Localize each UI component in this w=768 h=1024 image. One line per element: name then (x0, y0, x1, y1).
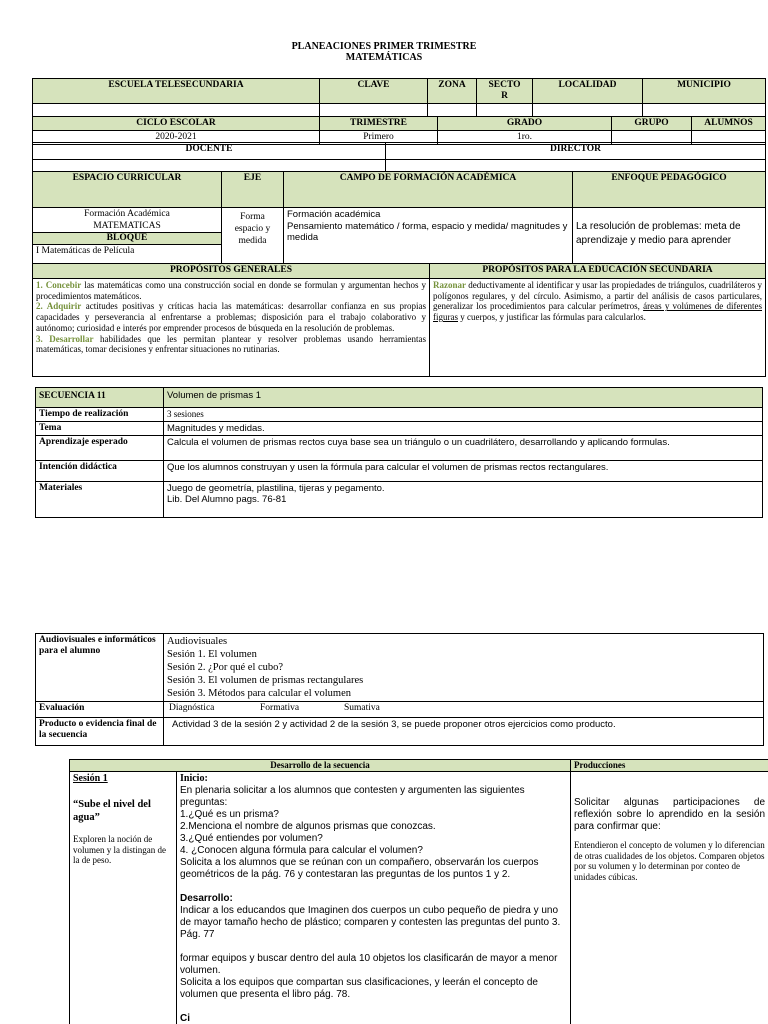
ciclo-value: 2020-2021 (33, 131, 320, 145)
prop-s-underline: áreas y volúmenes de diferentes figuras (433, 301, 762, 323)
inicio-line-2: 2.Menciona el nombre de algunos prismas que conozcas. (180, 821, 436, 832)
campo-cell (284, 208, 573, 264)
intencion-label: Intención didáctica (36, 461, 164, 482)
producciones-header: Producciones (571, 760, 768, 772)
materiales-value-2: Lib. Del Alumno pags. 76-81 (167, 494, 287, 505)
prop-s-text-1: deductivamente al identificar y usar las propiedades de triángulos, cuadriláteros y polígonos regulares, y del círculo. Asimismo, a partir del análisis de casos particulares, generalizar los procedimientos para calcular perímetros, (433, 280, 762, 312)
cierre-label: Ci (180, 1013, 190, 1024)
zona-value (428, 104, 477, 117)
clave-header: CLAVE (320, 79, 428, 104)
sector-header: SECTO R (477, 79, 533, 104)
inicio-line-0: En plenaria solicitar a los alumnos que contesten y argumenten las siguientes preguntas: (180, 785, 525, 808)
espacio-value-2: MATEMATICAS (93, 221, 161, 231)
inicio-line-4: 4. ¿Conocen alguna fórmula para calcular el volumen? (180, 845, 423, 856)
propositos-generales-header: PROPÓSITOS GENERALES (33, 264, 430, 279)
clave-value (320, 104, 428, 117)
campo-value-1: Formación académica (287, 209, 381, 220)
docente-header: DOCENTE (33, 143, 386, 160)
sesion-description: Exploren la noción de volumen y la distingan de la de peso. (73, 834, 166, 865)
aprendizaje-value: Calcula el volumen de prismas rectos cuya base sea un triángulo o un cuadrilátero, desarrollando y aplicando formulas. (164, 436, 763, 461)
director-header: DIRECTOR (386, 143, 766, 160)
municipio-header: MUNICIPIO (643, 79, 766, 104)
prop-g2-text: actitudes positivas y críticas hacia las matemáticas: desarrollar confianza en sus propias capacidades y perseverancia al enfrentarse a problemas; disposición para el trabajo colaborativo y autónomo; curiosidad e interés por emprender procesos de búsqueda en la resolución de problemas. (36, 301, 426, 333)
bloque-value: I Matemáticas de Película (36, 246, 135, 256)
escuela-header: ESCUELA TELESECUNDARIA (33, 79, 320, 104)
producto-value: Actividad 3 de la sesión 2 y actividad 2 de la sesión 3, se puede proponer otros ejercicios como producto. (164, 718, 764, 746)
docente-table (32, 142, 766, 173)
eje-header: EJE (222, 172, 284, 208)
sesion-label: Sesión 1 (73, 773, 108, 784)
enfoque-value: La resolución de problemas: meta de aprendizaje y medio para aprender (573, 208, 766, 264)
espacio-value-1: Formación Académica (84, 209, 170, 219)
audiovisuales-cell (164, 634, 764, 702)
audiovisual-item-4: Sesión 3. Métodos para calcular el volumen (167, 688, 351, 699)
tiempo-label: Tiempo de realización (36, 408, 164, 422)
tiempo-value: 3 sesiones (164, 408, 763, 422)
desarrollo-table (69, 759, 768, 1024)
prop-s-text-2: y cuerpos, y justificar las fórmulas para calcularlos. (458, 312, 646, 323)
prop-s-key: Razonar (433, 280, 466, 290)
inicio-label: Inicio: (180, 773, 208, 784)
producciones-para-1: Solicitar algunas participaciones de reflexión sobre lo aprendido en la sesión para confirmar que: (574, 797, 766, 832)
trimestre-header: TRIMESTRE (320, 117, 438, 131)
propositos-secundaria-header: PROPÓSITOS PARA LA EDUCACIÓN SECUNDARIA (430, 264, 766, 279)
audiovisual-item-1: Sesión 1. El volumen (167, 649, 257, 660)
audiovisuales-label: Audiovisuales e informáticos para el alumno (36, 634, 164, 702)
eval-formativa: Formativa (260, 703, 300, 713)
inicio-line-5: Solicita a los alumnos que se reúnan con un compañero, observarán los cuerpos geométricos de la pág. 76 y contestaran las preguntas de los puntos 1 y 2. (180, 857, 539, 880)
sesion-cell (70, 772, 177, 1024)
eval-sumativa: Sumativa (344, 703, 380, 713)
prop-g2-key: 2. Adquirir (36, 301, 82, 312)
audiovisual-item-2: Sesión 2. ¿Por qué el cubo? (167, 662, 284, 673)
bloque-header: BLOQUE (33, 232, 221, 245)
grado-value: 1ro. (438, 131, 612, 145)
espacio-cell (33, 208, 222, 264)
evaluacion-label: Evaluación (36, 702, 164, 718)
municipio-value (643, 104, 766, 117)
curricular-table (32, 171, 766, 264)
desarrollo-label: Desarrollo: (180, 893, 233, 904)
producciones-cell (571, 772, 768, 1024)
aprendizaje-label: Aprendizaje esperado (36, 436, 164, 461)
propositos-secundaria-text (430, 279, 766, 377)
enfoque-header: ENFOQUE PEDAGÓGICO (573, 172, 766, 208)
campo-header: CAMPO DE FORMACIÓN ACADÉMICA (284, 172, 573, 208)
campo-value-2: Pensamiento matemático / forma, espacio y medida/ magnitudes y medida (287, 220, 568, 243)
desarrollo-para-3: Solicita a los equipos que compartan sus clasificaciones, y leerán el concepto de volumen que presenta el libro pág. 78. (180, 977, 538, 1000)
tema-value: Magnitudes y medidas. (164, 422, 763, 436)
alumnos-header: ALUMNOS (692, 117, 766, 131)
zona-header: ZONA (428, 79, 477, 104)
audiovisual-item-3: Sesión 3. El volumen de prismas rectangulares (167, 675, 364, 686)
desarrollo-para-2: formar equipos y buscar dentro del aula 10 objetos los clasificarán de mayor a menor volumen. (180, 953, 558, 976)
inicio-line-3: 3.¿Qué entiendes por volumen? (180, 833, 323, 844)
escuela-value (33, 104, 320, 117)
localidad-header: LOCALIDAD (533, 79, 643, 104)
grado-header: GRADO (438, 117, 612, 131)
espacio-header: ESPACIO CURRICULAR (33, 172, 222, 208)
sesion-title: “Sube el nivel del agua” (73, 799, 151, 823)
page-subtitle: MATEMÁTICAS (345, 52, 423, 63)
school-info-table (32, 78, 766, 117)
grupo-header: GRUPO (612, 117, 692, 131)
secuencia-value: Volumen de prismas 1 (164, 388, 763, 408)
evaluacion-cell (164, 702, 764, 718)
propositos-table (32, 263, 766, 377)
prop-g1-key: 1. Concebir (36, 280, 82, 290)
prop-g3-key: 3. Desarrollar (36, 333, 94, 344)
propositos-generales-text (33, 279, 430, 377)
localidad-value (533, 104, 643, 117)
eval-diagnostica: Diagnóstica (169, 703, 215, 713)
trimestre-value: Primero (320, 131, 438, 145)
page-title: PLANEACIONES PRIMER TRIMESTRE (291, 41, 477, 52)
materiales-label: Materiales (36, 482, 164, 518)
inicio-line-1: 1.¿Qué es un prisma? (180, 809, 279, 820)
producciones-para-2: Entendieron el concepto de volumen y lo diferencian de otras cualidades de los objetos. Comparen objetos por su volumen y lo determinan por conteo de unidades cúbicas. (574, 840, 765, 882)
secuencia-table (35, 387, 763, 518)
desarrollo-header: Desarrollo de la secuencia (70, 760, 571, 772)
eje-value: Forma espacio y medida (222, 208, 284, 264)
tema-label: Tema (36, 422, 164, 436)
prop-g1-text: las matemáticas como una construcción social en donde se formulan y argumentan hechos y procedimientos matemáticos. (36, 280, 426, 301)
intencion-value: Que los alumnos construyan y usen la fórmula para calcular el volumen de prismas rectos rectangulares. (164, 461, 763, 482)
materiales-value-1: Juego de geometría, plastilina, tijeras y pegamento. (167, 483, 385, 494)
prop-g3-text: habilidades que les permitan plantear y resolver problemas usando herramientas matemáticas, tomar decisiones y enfrentar situaciones no rutinarias. (36, 333, 426, 355)
materiales-cell (164, 482, 763, 518)
audiovisual-item-0: Audiovisuales (167, 636, 228, 647)
actividades-cell (177, 772, 571, 1024)
desarrollo-para-1: Indicar a los educandos que Imaginen dos cuerpos un cubo pequeño de piedra y uno de mayor tamaño hecho de plástico; comparen y contesten las preguntas del punto 3. Pág. 77 (180, 905, 561, 940)
ciclo-header: CICLO ESCOLAR (33, 117, 320, 131)
ciclo-table (32, 116, 766, 145)
producto-label: Producto o evidencia final de la secuencia (36, 718, 164, 746)
recursos-table (35, 633, 764, 746)
secuencia-label: SECUENCIA 11 (36, 388, 164, 408)
sector-value (477, 104, 533, 117)
